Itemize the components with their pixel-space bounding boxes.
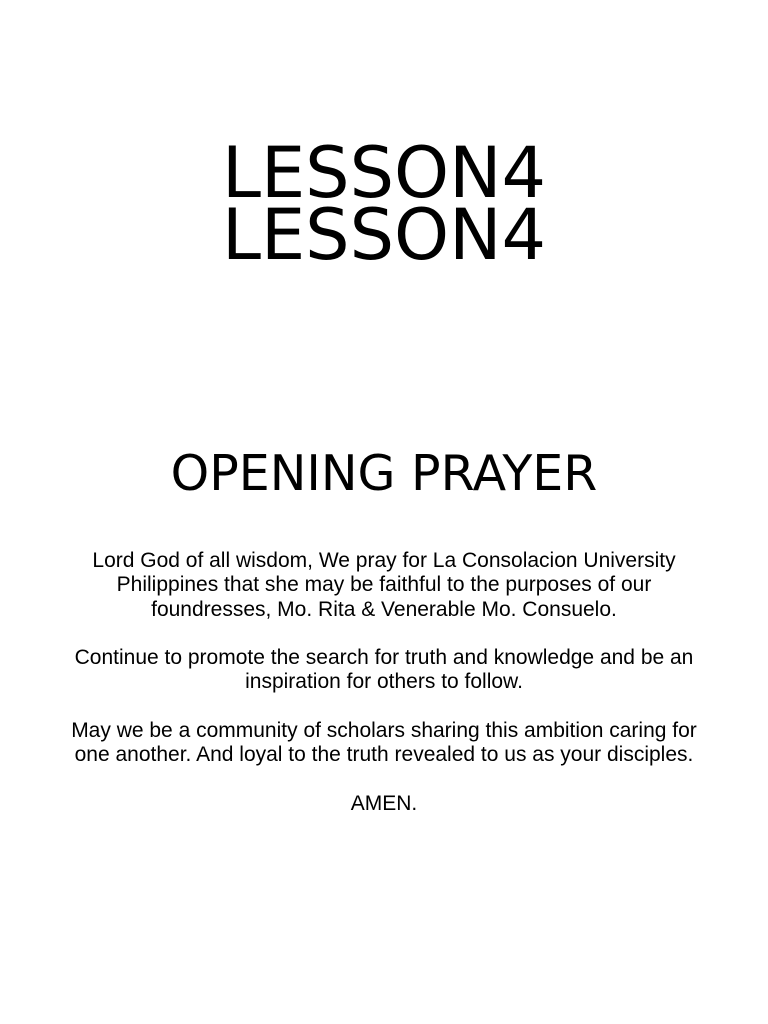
prayer-body: [54, 549, 714, 841]
prayer-paragraph-1: Lord God of all wisdom, We pray for La Consolacion University Philippines that she may be faithful to the purposes of our foundresses, Mo. Rita & Venerable Mo. Consuelo.: [92, 549, 676, 621]
prayer-paragraph-3: May we be a community of scholars sharing this ambition caring for one another. And loyal to the truth revealed to us as your disciples.: [71, 719, 697, 767]
lesson-title-line-1: LESSON4: [221, 132, 547, 214]
lesson-title: [0, 132, 768, 276]
opening-prayer-heading: OPENING PRAYER: [170, 445, 598, 502]
prayer-paragraph-2: Continue to promote the search for truth and knowledge and be an inspiration for others to follow.: [74, 646, 694, 694]
prayer-closing: AMEN.: [350, 791, 418, 815]
lesson-title-line-2: LESSON4: [221, 194, 547, 276]
